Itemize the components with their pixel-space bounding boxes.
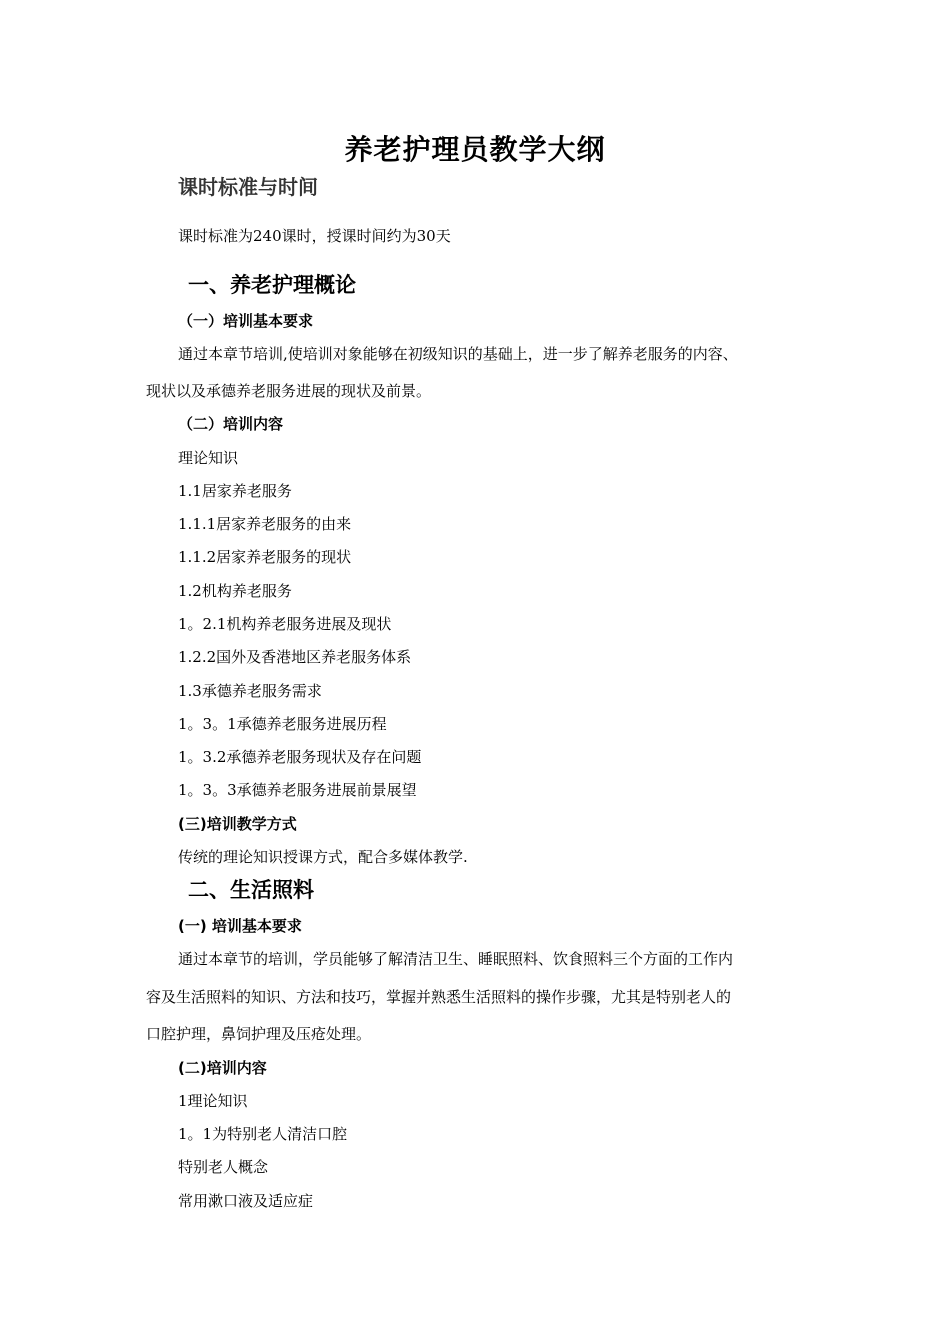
document-title: 养老护理员教学大纲 [344, 133, 606, 166]
list-item: 1.1居家养老服务 [178, 482, 292, 500]
chapter2-content-heading: (二)培训内容 [178, 1059, 267, 1077]
chapter1-method-heading: (三)培训教学方式 [178, 815, 297, 833]
list-item: 1。3。3承德养老服务进展前景展望 [178, 781, 417, 799]
list-item: 1.2机构养老服务 [178, 582, 292, 600]
chapter2-requirements-line: 通过本章节的培训，学员能够了解清洁卫生、睡眠照料、饮食照料三个方面的工作内 [178, 950, 734, 968]
chapter1-heading: 一、养老护理概论 [188, 273, 356, 297]
chapter1-requirements-heading: （一）培训基本要求 [178, 312, 314, 330]
chapter1-method-text: 传统的理论知识授课方式，配合多媒体教学. [178, 848, 468, 866]
hours-heading: 课时标准与时间 [178, 175, 318, 199]
list-item: 1。1为特别老人清洁口腔 [178, 1125, 348, 1143]
chapter1-requirements-line: 现状以及承德养老服务进展的现状及前景。 [146, 382, 432, 400]
list-item: 1.2.2国外及香港地区养老服务体系 [178, 648, 412, 666]
list-item: 1.1.1居家养老服务的由来 [178, 515, 352, 533]
list-item: 特别老人概念 [178, 1158, 269, 1176]
list-item: 1。3。1承德养老服务进展历程 [178, 715, 387, 733]
list-item: 1。2.1机构养老服务进展及现状 [178, 615, 392, 633]
list-item: 1理论知识 [178, 1092, 248, 1110]
list-item: 理论知识 [178, 449, 239, 467]
hours-text: 课时标准为240课时，授课时间约为30天 [178, 227, 451, 245]
chapter1-requirements-line: 通过本章节培训,使培训对象能够在初级知识的基础上，进一步了解养老服务的内容、 [178, 345, 738, 363]
chapter2-requirements-heading: (一) 培训基本要求 [178, 917, 302, 935]
list-item: 1。3.2承德养老服务现状及存在问题 [178, 748, 422, 766]
chapter2-requirements-line: 容及生活照料的知识、方法和技巧，掌握并熟悉生活照料的操作步骤，尤其是特别老人的 [146, 988, 732, 1006]
list-item: 1.1.2居家养老服务的现状 [178, 548, 352, 566]
chapter2-requirements-line: 口腔护理，鼻饲护理及压疮处理。 [146, 1025, 372, 1043]
chapter1-content-heading: （二）培训内容 [178, 415, 284, 433]
list-item: 常用漱口液及适应症 [178, 1192, 314, 1210]
chapter2-heading: 二、生活照料 [188, 878, 314, 902]
list-item: 1.3承德养老服务需求 [178, 682, 322, 700]
